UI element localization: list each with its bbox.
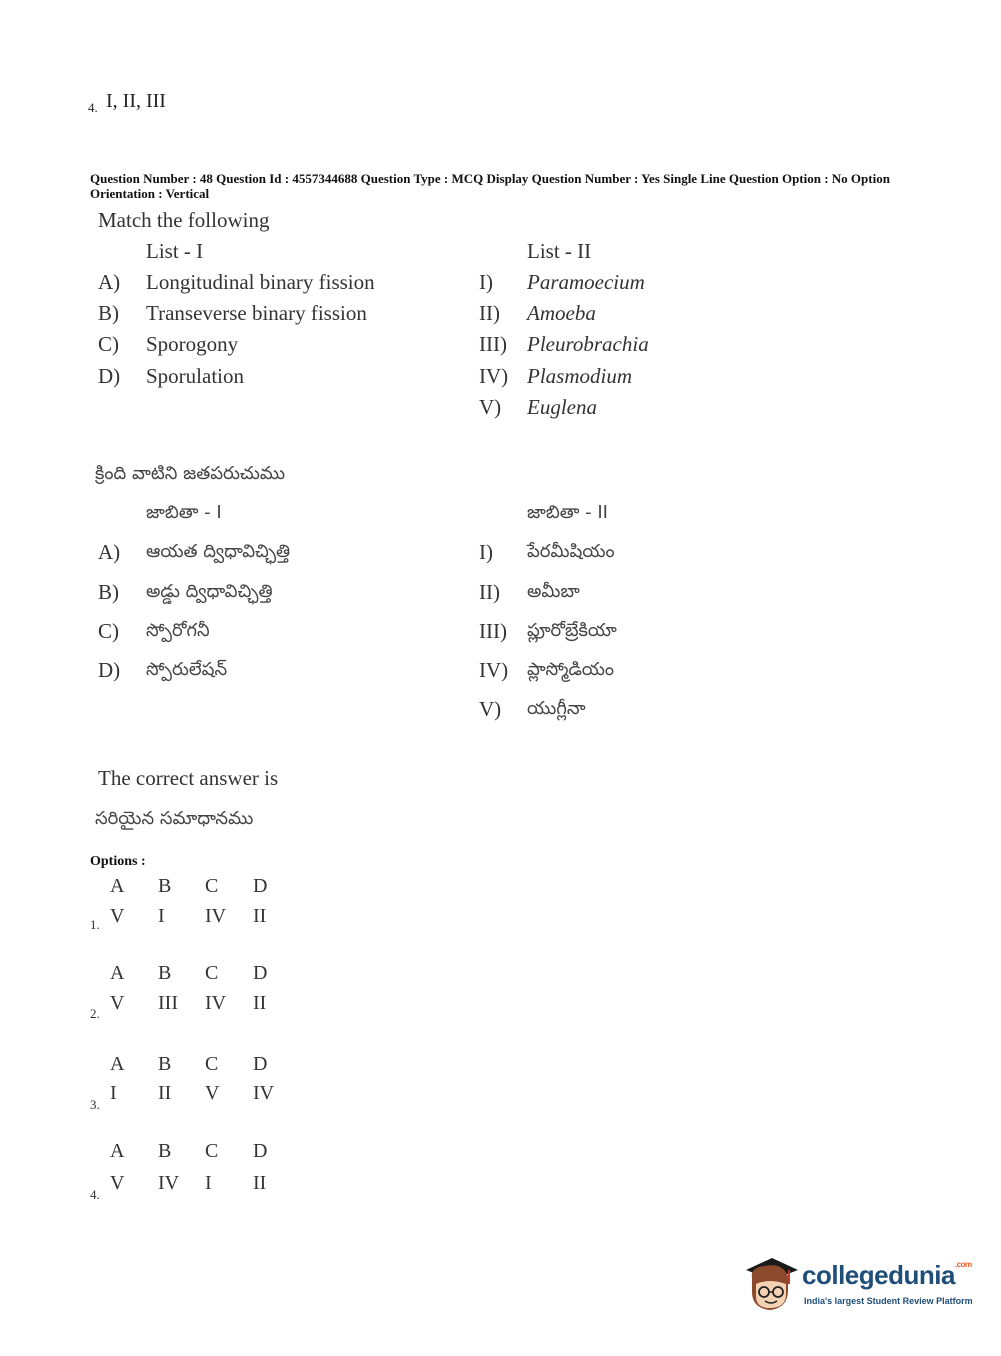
option-value: II — [253, 992, 267, 1014]
option-header: A — [110, 1140, 125, 1162]
list2-item: Amoeba — [527, 301, 596, 325]
option-number[interactable]: 2. — [90, 1006, 100, 1021]
telugu-list2-key: II) — [479, 580, 500, 604]
option-header: C — [205, 875, 219, 897]
list1-item: Sporulation — [146, 364, 244, 388]
telugu-heading: క్రింది వాటిని జతపరుచుము — [95, 463, 286, 484]
option-number[interactable]: 4. — [90, 1187, 100, 1202]
option-header: A — [110, 962, 125, 984]
option-number[interactable]: 3. — [90, 1097, 100, 1112]
question-metadata: Question Number : 48 Question Id : 4557344688 Question Type : MCQ Display Question Number : Yes Single Line Question Option : No Option Orientation : Vertical — [90, 171, 890, 201]
telugu-list1-item: స్పోరులేషన్ — [146, 659, 228, 680]
telugu-list1-key: B) — [98, 580, 119, 604]
telugu-list2-key: III) — [479, 619, 507, 643]
option-header: C — [205, 962, 219, 984]
telugu-list1-item: అడ్డు ద్విధావిచ్ఛిత్తి — [146, 581, 273, 602]
telugu-list1-header: జాబితా - I — [146, 502, 222, 523]
list2-item: Plasmodium — [527, 364, 632, 388]
list1-key: D) — [98, 364, 121, 388]
telugu-list2-item: ప్లూరోబ్రేకియా — [527, 620, 617, 641]
telugu-list2-key: V) — [479, 697, 502, 721]
answer-prompt: The correct answer is — [98, 766, 279, 790]
list1-key: A) — [98, 270, 121, 294]
telugu-list2-item: ప్లాస్మోడియం — [527, 659, 615, 680]
options-label: Options : — [90, 854, 146, 869]
telugu-list1-item: ఆయత ద్విధావిచ్ఛిత్తి — [146, 541, 291, 562]
option-value: IV — [158, 1172, 180, 1194]
telugu-list2-item: పేరమీషియం — [527, 541, 615, 562]
option-value: II — [253, 1172, 267, 1194]
collegedunia-logo[interactable] — [742, 1250, 972, 1320]
mascot-icon — [742, 1250, 800, 1320]
option-value: V — [110, 1172, 125, 1194]
telugu-list2-key: I) — [479, 540, 493, 564]
option-header: C — [205, 1053, 219, 1075]
option-value: I — [205, 1172, 212, 1194]
option-header: B — [158, 875, 172, 897]
list1-key: B) — [98, 301, 119, 325]
match-heading: Match the following — [98, 208, 270, 232]
list2-key: I) — [479, 270, 493, 294]
option-value: IV — [205, 905, 227, 927]
option-value: II — [158, 1082, 172, 1104]
telugu-list2-item: అమీబా — [527, 581, 580, 602]
option-header: D — [253, 875, 268, 897]
option-header: B — [158, 1053, 172, 1075]
list2-key: IV) — [479, 364, 509, 388]
option-header: B — [158, 962, 172, 984]
option-header: A — [110, 875, 125, 897]
telugu-list1-key: C) — [98, 619, 119, 643]
telugu-list2-item: యుగ్లీనా — [527, 698, 586, 719]
option-value: III — [158, 992, 178, 1014]
option-value: IV — [205, 992, 227, 1014]
option-header: A — [110, 1053, 125, 1075]
logo-wordmark: collegedunia$^{.com}$ — [802, 1260, 972, 1290]
option-header: C — [205, 1140, 219, 1162]
option-value: II — [253, 905, 267, 927]
list1-item: Sporogony — [146, 332, 239, 356]
option-number[interactable]: 1. — [90, 917, 100, 932]
telugu-list2-key: IV) — [479, 658, 509, 682]
telugu-list1-key: A) — [98, 540, 121, 564]
list2-header: List - II — [527, 239, 592, 263]
option-header: B — [158, 1140, 172, 1162]
option-value: I — [110, 1082, 117, 1104]
list2-key: V) — [479, 395, 502, 419]
option-header: D — [253, 1140, 268, 1162]
previous-option-number: 4. — [88, 100, 98, 115]
list1-key: C) — [98, 332, 119, 356]
option-value: I — [158, 905, 165, 927]
option-header: D — [253, 962, 268, 984]
option-header: D — [253, 1053, 268, 1075]
previous-option-text: I, II, III — [106, 90, 166, 112]
telugu-list1-key: D) — [98, 658, 121, 682]
option-value: IV — [253, 1082, 275, 1104]
telugu-list2-header: జాబితా - II — [527, 502, 608, 523]
list2-item: Pleurobrachia — [527, 332, 649, 356]
telugu-answer-prompt: సరియైన సమాధానము — [95, 808, 254, 829]
logo-tagline: India's largest Student Review Platform — [804, 1296, 973, 1306]
list2-key: III) — [479, 332, 507, 356]
list1-item: Transeverse binary fission — [146, 301, 367, 325]
list2-item: Paramoecium — [527, 270, 645, 294]
list1-header: List - I — [146, 239, 204, 263]
telugu-list1-item: స్పోరోగనీ — [146, 620, 210, 641]
list2-key: II) — [479, 301, 500, 325]
list2-item: Euglena — [527, 395, 597, 419]
option-value: V — [110, 905, 125, 927]
list1-item: Longitudinal binary fission — [146, 270, 375, 294]
option-value: V — [205, 1082, 220, 1104]
option-value: V — [110, 992, 125, 1014]
